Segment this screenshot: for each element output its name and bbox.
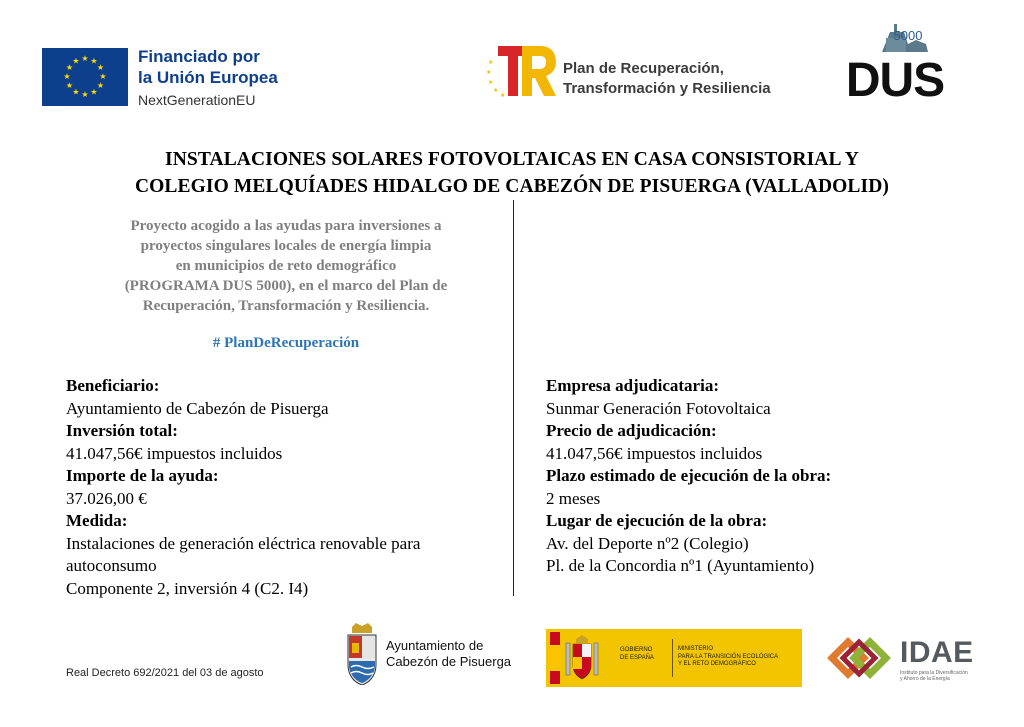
desc-line-2: proyectos singulares locales de energía limpia [140, 238, 432, 254]
svg-text:★: ★ [81, 54, 89, 63]
eu-line-2: la Unión Europea [138, 68, 278, 87]
precio-label: Precio de adjudicación: [546, 421, 717, 440]
page-title [40, 146, 984, 200]
eu-funding-text [138, 46, 278, 110]
spain-flag-stripe-icon [550, 632, 560, 684]
ayto-line-1: Ayuntamiento de [386, 638, 484, 653]
dus-5000-logo [834, 14, 956, 106]
empresa-value: Sunmar Generación Fotovoltaica [546, 398, 771, 418]
ayuntamiento-text [386, 638, 511, 670]
ministerio-line-2: PARA LA TRANSICIÓN ECOLÓGICA [678, 653, 779, 660]
column-divider [513, 200, 514, 596]
lugar-value-2: Pl. de la Concordia nº1 (Ayuntamiento) [546, 556, 815, 575]
svg-text:★: ★ [90, 87, 98, 97]
prtr-text [563, 59, 771, 99]
inversion-value: 41.047,56€ impuestos incluidos [66, 443, 283, 463]
gobierno-label [620, 647, 654, 662]
svg-text:★: ★ [90, 56, 98, 66]
svg-text:★: ★ [72, 87, 80, 97]
dus-number: 5000 [893, 28, 923, 43]
inversion-label: Inversión total: [66, 421, 178, 440]
municipal-coat-of-arms-icon [344, 623, 380, 685]
eu-flag-icon [42, 48, 128, 106]
importe-value: 37.026,00 € [66, 488, 147, 508]
beneficiario-value: Ayuntamiento de Cabezón de Pisuerga [66, 398, 329, 418]
idae-subtitle [900, 670, 980, 682]
medida-label: Medida: [66, 511, 128, 530]
idae-logo-icon [826, 630, 892, 686]
medida-value-2: autoconsumo [66, 556, 157, 575]
svg-text:★: ★ [493, 87, 499, 94]
svg-text:★: ★ [65, 81, 74, 90]
gobierno-separator [672, 639, 673, 677]
svg-text:★: ★ [81, 90, 89, 99]
idae-sub-1: Instituto para la Diversificación [900, 670, 968, 676]
project-details-right [546, 375, 946, 578]
svg-text:★: ★ [500, 92, 506, 98]
ayto-line-2: Cabezón de Pisuerga [386, 654, 512, 669]
empresa-label: Empresa adjudicataria: [546, 376, 719, 395]
hashtag: # PlanDeRecuperación [212, 335, 360, 351]
decreto-text: Real Decreto 692/2021 del 03 de agosto [66, 667, 264, 679]
importe-label: Importe de la ayuda: [66, 466, 219, 485]
svg-text:★: ★ [63, 72, 71, 81]
title-line-2: COLEGIO MELQUÍADES HIDALGO DE CABEZÓN DE PISUERGA (VALLADOLID) [134, 176, 889, 197]
desc-line-4: (PROGRAMA DUS 5000), en el marco del Plan de [124, 278, 448, 294]
ministerio-line-1: MINISTERIO [678, 646, 714, 652]
precio-value: 41.047,56€ impuestos incluidos [546, 443, 763, 463]
medida-value-1: Instalaciones de generación eléctrica renovable para [66, 533, 421, 553]
lugar-value-1: Av. del Deporte nº2 (Colegio) [546, 533, 749, 553]
title-line-1: INSTALACIONES SOLARES FOTOVOLTAICAS EN CASA CONSISTORIAL Y [165, 149, 859, 170]
svg-text:★: ★ [486, 69, 492, 76]
desc-line-5: Recuperación, Transformación y Resiliencia. [142, 298, 430, 314]
prtr-line-2: Transformación y Resiliencia [563, 80, 771, 97]
dus-word: DUS [845, 54, 945, 106]
gobierno-espana-banner [546, 629, 802, 687]
svg-text:★: ★ [99, 72, 107, 81]
plazo-label: Plazo estimado de ejecución de la obra: [546, 466, 832, 485]
svg-text:★: ★ [65, 63, 74, 72]
beneficiario-label: Beneficiario: [66, 376, 160, 395]
svg-text:★: ★ [96, 63, 105, 72]
idae-wordmark: IDAE [900, 636, 974, 669]
svg-text:★: ★ [488, 79, 494, 86]
svg-text:★: ★ [488, 59, 494, 66]
eu-line-1: Financiado por [138, 47, 260, 66]
desc-line-3: en municipios de reto demográfico [175, 258, 397, 274]
ministerio-line-3: Y EL RETO DEMOGRÁFICO [678, 661, 756, 667]
gobierno-line-2: DE ESPAÑA [620, 654, 654, 661]
medida-value-3: Componente 2, inversión 4 (C2. I4) [66, 578, 309, 598]
prtr-line-1: Plan de Recuperación, [563, 60, 724, 77]
idae-sub-2: y Ahorro de la Energía [900, 676, 950, 682]
ministerio-label [678, 646, 778, 669]
spain-coat-of-arms-icon [564, 635, 600, 681]
lugar-label: Lugar de ejecución de la obra: [546, 511, 768, 530]
prtr-logo-icon [486, 42, 558, 98]
desc-line-1: Proyecto acogido a las ayudas para inversiones a [130, 218, 442, 234]
svg-text:★: ★ [72, 56, 80, 66]
eu-line-3: NextGenerationEU [138, 92, 256, 108]
svg-text:★: ★ [96, 81, 105, 90]
gobierno-line-1: GOBIERNO [620, 647, 653, 653]
plazo-value: 2 meses [546, 488, 601, 508]
project-description [94, 216, 478, 316]
project-details-left [66, 375, 506, 600]
